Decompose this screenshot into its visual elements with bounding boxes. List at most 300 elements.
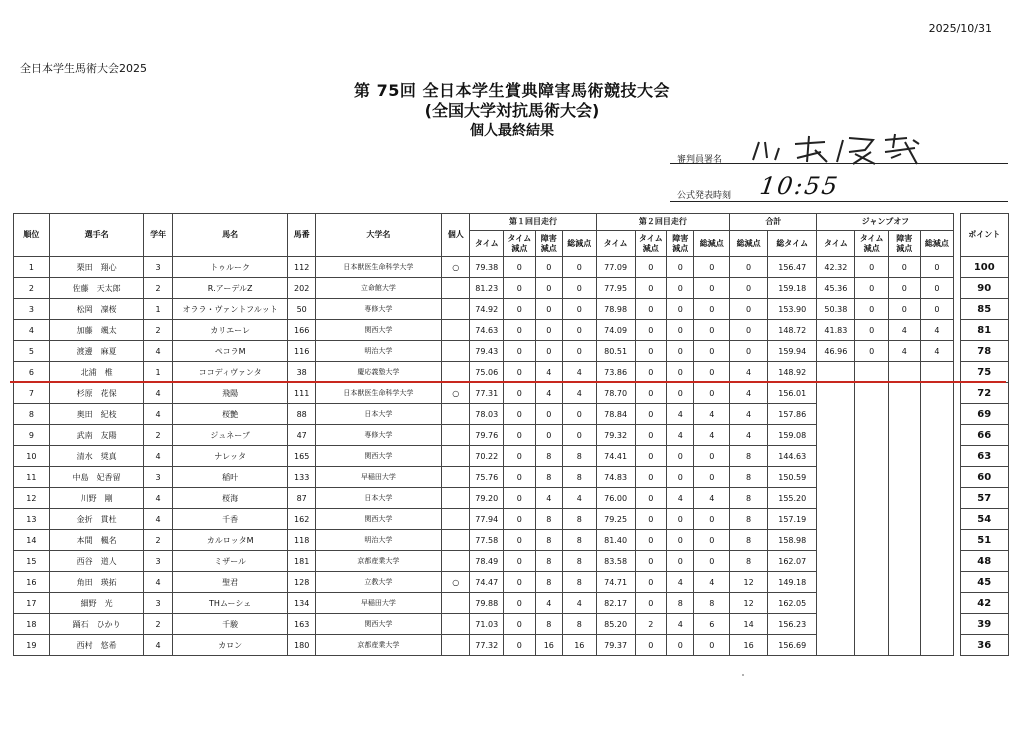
r2-total-penalty-cell: 0	[694, 320, 730, 341]
r1-total-penalty-cell: 0	[562, 341, 596, 362]
total-time-cell: 159.08	[768, 425, 817, 446]
grade-cell: 4	[144, 635, 172, 656]
r1-obstacle-penalty-cell: 4	[535, 383, 562, 404]
jo-time-cell	[817, 362, 855, 383]
r1-time-cell: 74.92	[470, 299, 504, 320]
jo-obstacle-penalty-cell: 0	[888, 278, 920, 299]
rank-cell: 11	[14, 467, 50, 488]
points-cell: 51	[960, 530, 1009, 551]
r1-time-header: タイム	[470, 231, 504, 257]
r1-obstacle-penalty-cell: 8	[535, 614, 562, 635]
table-row	[14, 425, 1009, 446]
col-points: ポイント	[960, 214, 1009, 257]
total-penalty-cell: 8	[730, 446, 768, 467]
r2-obstacle-penalty-cell: 4	[667, 404, 694, 425]
individual-cell	[442, 593, 470, 614]
jo-obstacle-penalty-cell	[888, 467, 920, 488]
horse-cell: 稲叶	[172, 467, 288, 488]
total-penalty-cell: 4	[730, 425, 768, 446]
table-row	[14, 488, 1009, 509]
r2-time-cell: 77.09	[596, 257, 635, 278]
points-cell: 90	[960, 278, 1009, 299]
r1-time-cell: 79.76	[470, 425, 504, 446]
grade-cell: 3	[144, 593, 172, 614]
r1-total-penalty-cell: 0	[562, 257, 596, 278]
scan-speck	[742, 674, 744, 676]
university-cell: 日本獣医生命科学大学	[315, 383, 441, 404]
r2-total-penalty-cell: 0	[694, 278, 730, 299]
r1-time-penalty-cell: 0	[504, 404, 536, 425]
total-penalty-cell: 0	[730, 341, 768, 362]
university-cell: 日本大学	[315, 404, 441, 425]
r1-time-penalty-cell: 0	[504, 572, 536, 593]
table-row	[14, 530, 1009, 551]
rider-cell: 松岡 凜桜	[49, 299, 144, 320]
judge-signature	[745, 130, 925, 166]
rider-cell: 清水 奨真	[49, 446, 144, 467]
r1-time-penalty-cell: 0	[504, 278, 536, 299]
total-time-cell: 148.72	[768, 320, 817, 341]
r2-time-penalty-cell: 2	[635, 614, 667, 635]
r2-time-penalty-cell: 0	[635, 488, 667, 509]
individual-cell	[442, 551, 470, 572]
jo-time-cell	[817, 446, 855, 467]
jo-time-penalty-cell: 0	[855, 299, 889, 320]
r1-time-penalty-header: タイム 減点	[504, 231, 536, 257]
r2-obstacle-penalty-cell: 4	[667, 572, 694, 593]
r1-time-penalty-cell: 0	[504, 257, 536, 278]
col-grade: 学年	[144, 214, 172, 257]
total-penalty-header: 総減点	[730, 231, 768, 257]
jo-obstacle-penalty-cell	[888, 593, 920, 614]
r1-time-cell: 74.63	[470, 320, 504, 341]
col-horse-no: 馬番	[288, 214, 315, 257]
r1-total-penalty-cell: 8	[562, 530, 596, 551]
r1-obstacle-penalty-cell: 8	[535, 446, 562, 467]
grade-cell: 4	[144, 383, 172, 404]
r2-total-penalty-cell: 0	[694, 257, 730, 278]
r1-obstacle-penalty-cell: 8	[535, 530, 562, 551]
total-time-cell: 162.05	[768, 593, 817, 614]
grade-cell: 4	[144, 341, 172, 362]
jo-time-penalty-cell	[855, 614, 889, 635]
individual-cell	[442, 446, 470, 467]
horse-no-cell: 202	[288, 278, 315, 299]
jo-time-cell	[817, 425, 855, 446]
col-total: 合計	[730, 214, 817, 231]
grade-cell: 3	[144, 551, 172, 572]
individual-cell	[442, 530, 470, 551]
horse-cell: 桜海	[172, 488, 288, 509]
points-cell: 66	[960, 425, 1009, 446]
horse-cell: 千香	[172, 509, 288, 530]
r2-time-penalty-cell: 0	[635, 467, 667, 488]
total-penalty-cell: 8	[730, 530, 768, 551]
jo-time-cell: 41.83	[817, 320, 855, 341]
individual-cell	[442, 320, 470, 341]
horse-no-cell: 133	[288, 467, 315, 488]
r2-time-penalty-cell: 0	[635, 320, 667, 341]
jo-obstacle-penalty-cell	[888, 635, 920, 656]
jo-obstacle-penalty-cell: 4	[888, 320, 920, 341]
r1-time-cell: 77.32	[470, 635, 504, 656]
horse-no-cell: 118	[288, 530, 315, 551]
rider-cell: 本間 楓名	[49, 530, 144, 551]
points-cell: 45	[960, 572, 1009, 593]
rider-cell: 武南 友陽	[49, 425, 144, 446]
r1-obstacle-penalty-cell: 4	[535, 593, 562, 614]
r2-obstacle-penalty-cell: 0	[667, 299, 694, 320]
r1-obstacle-penalty-cell: 0	[535, 299, 562, 320]
jo-total-penalty-cell	[920, 488, 954, 509]
individual-cell	[442, 467, 470, 488]
r2-time-penalty-cell: 0	[635, 425, 667, 446]
university-cell: 専修大学	[315, 425, 441, 446]
r1-obstacle-penalty-cell: 0	[535, 278, 562, 299]
jo-time-cell	[817, 383, 855, 404]
r2-time-cell: 79.25	[596, 509, 635, 530]
horse-cell: THムーシェ	[172, 593, 288, 614]
r2-total-penalty-cell: 0	[694, 635, 730, 656]
total-penalty-cell: 14	[730, 614, 768, 635]
r2-time-cell: 77.95	[596, 278, 635, 299]
total-time-cell: 156.47	[768, 257, 817, 278]
table-row	[14, 446, 1009, 467]
individual-cell: ○	[442, 572, 470, 593]
jo-total-penalty-cell	[920, 635, 954, 656]
r2-total-penalty-cell: 0	[694, 509, 730, 530]
col-horse: 馬名	[172, 214, 288, 257]
jo-total-penalty-header: 総減点	[920, 231, 954, 257]
jo-obstacle-penalty-header: 障害 減点	[888, 231, 920, 257]
horse-cell: ミザール	[172, 551, 288, 572]
r2-obstacle-penalty-cell: 0	[667, 362, 694, 383]
r2-total-penalty-cell: 6	[694, 614, 730, 635]
announcement-time-label: 公式発表時刻	[677, 191, 732, 201]
r2-obstacle-penalty-cell: 0	[667, 446, 694, 467]
individual-cell	[442, 509, 470, 530]
jo-time-penalty-cell	[855, 593, 889, 614]
col-jumpoff: ジャンプオフ	[817, 214, 954, 231]
r2-obstacle-penalty-cell: 0	[667, 278, 694, 299]
points-cell: 57	[960, 488, 1009, 509]
r1-obstacle-penalty-cell: 8	[535, 572, 562, 593]
announcement-time-line	[670, 201, 1008, 202]
individual-cell	[442, 488, 470, 509]
rank-cell: 12	[14, 488, 50, 509]
r1-total-penalty-cell: 4	[562, 362, 596, 383]
jo-obstacle-penalty-cell	[888, 551, 920, 572]
points-cell: 72	[960, 383, 1009, 404]
horse-no-cell: 128	[288, 572, 315, 593]
total-time-cell: 155.20	[768, 488, 817, 509]
jo-total-penalty-cell	[920, 572, 954, 593]
r2-total-penalty-cell: 0	[694, 299, 730, 320]
r1-time-cell: 79.20	[470, 488, 504, 509]
rider-cell: 踊石 ひかり	[49, 614, 144, 635]
total-time-cell: 150.59	[768, 467, 817, 488]
points-cell: 63	[960, 446, 1009, 467]
r1-total-penalty-header: 総減点	[562, 231, 596, 257]
document-subtitle: (全国大学対抗馬術大会)	[424, 101, 600, 120]
jo-obstacle-penalty-cell: 0	[888, 299, 920, 320]
document-title: 第 75回 全日本学生賞典障害馬術競技大会	[354, 81, 670, 100]
grade-cell: 4	[144, 509, 172, 530]
organization-name: 全日本学生馬術大会2025	[20, 62, 147, 75]
r1-total-penalty-cell: 8	[562, 467, 596, 488]
points-cell: 78	[960, 341, 1009, 362]
r2-time-cell: 83.58	[596, 551, 635, 572]
university-cell: 関西大学	[315, 320, 441, 341]
university-cell: 日本大学	[315, 488, 441, 509]
university-cell: 京都産業大学	[315, 551, 441, 572]
r2-obstacle-penalty-cell: 4	[667, 425, 694, 446]
jo-total-penalty-cell	[920, 446, 954, 467]
jo-time-penalty-cell	[855, 509, 889, 530]
jo-time-cell	[817, 593, 855, 614]
r1-time-cell: 79.43	[470, 341, 504, 362]
rider-cell: 杉原 花保	[49, 383, 144, 404]
horse-no-cell: 111	[288, 383, 315, 404]
rank-cell: 15	[14, 551, 50, 572]
points-cell: 85	[960, 299, 1009, 320]
jo-time-penalty-cell: 0	[855, 257, 889, 278]
r1-time-penalty-cell: 0	[504, 530, 536, 551]
horse-no-cell: 112	[288, 257, 315, 278]
r1-time-cell: 75.06	[470, 362, 504, 383]
rider-cell: 角田 瑛拓	[49, 572, 144, 593]
jo-time-cell	[817, 614, 855, 635]
total-time-cell: 156.01	[768, 383, 817, 404]
grade-cell: 4	[144, 488, 172, 509]
points-cell: 42	[960, 593, 1009, 614]
r1-total-penalty-cell: 0	[562, 320, 596, 341]
r2-obstacle-penalty-cell: 0	[667, 635, 694, 656]
table-row	[14, 635, 1009, 656]
jo-time-penalty-header: タイム 減点	[855, 231, 889, 257]
r1-time-cell: 77.94	[470, 509, 504, 530]
university-cell: 明治大学	[315, 530, 441, 551]
total-penalty-cell: 0	[730, 278, 768, 299]
horse-cell: ココディヴァンタ	[172, 362, 288, 383]
rider-cell: 北浦 椎	[49, 362, 144, 383]
individual-cell	[442, 614, 470, 635]
jo-time-cell	[817, 509, 855, 530]
r1-total-penalty-cell: 4	[562, 488, 596, 509]
total-time-cell: 159.94	[768, 341, 817, 362]
university-cell: 明治大学	[315, 341, 441, 362]
r2-obstacle-penalty-cell: 4	[667, 488, 694, 509]
jo-total-penalty-cell: 0	[920, 278, 954, 299]
r2-time-penalty-cell: 0	[635, 278, 667, 299]
individual-cell	[442, 635, 470, 656]
judge-signature-label: 審判員署名	[677, 155, 723, 165]
r2-time-cell: 73.86	[596, 362, 635, 383]
total-time-cell: 157.86	[768, 404, 817, 425]
r1-obstacle-penalty-cell: 0	[535, 341, 562, 362]
r2-obstacle-penalty-cell: 8	[667, 593, 694, 614]
table-row	[14, 362, 1009, 383]
col-university: 大学名	[315, 214, 441, 257]
total-time-cell: 149.18	[768, 572, 817, 593]
total-penalty-cell: 16	[730, 635, 768, 656]
horse-cell: ジュネーブ	[172, 425, 288, 446]
table-row	[14, 341, 1009, 362]
r2-time-penalty-cell: 0	[635, 341, 667, 362]
table-row	[14, 509, 1009, 530]
r1-obstacle-penalty-cell: 0	[535, 404, 562, 425]
table-row	[14, 404, 1009, 425]
points-cell: 60	[960, 467, 1009, 488]
grade-cell: 4	[144, 446, 172, 467]
jo-time-cell	[817, 467, 855, 488]
r2-time-cell: 78.70	[596, 383, 635, 404]
r1-time-penalty-cell: 0	[504, 425, 536, 446]
r1-time-cell: 70.22	[470, 446, 504, 467]
university-cell: 関西大学	[315, 509, 441, 530]
r2-total-penalty-cell: 0	[694, 341, 730, 362]
r1-obstacle-penalty-cell: 0	[535, 425, 562, 446]
announcement-time-value: 10:55	[758, 172, 842, 200]
total-penalty-cell: 8	[730, 488, 768, 509]
grade-cell: 2	[144, 530, 172, 551]
horse-no-cell: 165	[288, 446, 315, 467]
horse-no-cell: 166	[288, 320, 315, 341]
table-row	[14, 383, 1009, 404]
col-round2: 第２回目走行	[596, 214, 730, 231]
r1-obstacle-penalty-cell: 4	[535, 488, 562, 509]
r1-total-penalty-cell: 4	[562, 593, 596, 614]
university-cell: 関西大学	[315, 446, 441, 467]
points-cell: 69	[960, 404, 1009, 425]
rank-cell: 14	[14, 530, 50, 551]
r1-time-cell: 81.23	[470, 278, 504, 299]
r2-time-cell: 79.37	[596, 635, 635, 656]
r1-total-penalty-cell: 0	[562, 278, 596, 299]
table-row	[14, 593, 1009, 614]
r1-time-penalty-cell: 0	[504, 320, 536, 341]
r2-time-cell: 74.41	[596, 446, 635, 467]
r2-time-penalty-cell: 0	[635, 551, 667, 572]
total-penalty-cell: 8	[730, 509, 768, 530]
r1-total-penalty-cell: 0	[562, 299, 596, 320]
grade-cell: 3	[144, 467, 172, 488]
r2-total-penalty-cell: 0	[694, 383, 730, 404]
jo-total-penalty-cell: 4	[920, 341, 954, 362]
university-cell: 立教大学	[315, 572, 441, 593]
university-cell: 関西大学	[315, 614, 441, 635]
r1-obstacle-penalty-cell: 16	[535, 635, 562, 656]
r1-obstacle-penalty-cell: 8	[535, 551, 562, 572]
individual-cell: ○	[442, 257, 470, 278]
jumpoff-cut-line	[10, 381, 1006, 383]
r2-time-cell: 74.83	[596, 467, 635, 488]
r1-time-cell: 75.76	[470, 467, 504, 488]
grade-cell: 4	[144, 572, 172, 593]
jo-obstacle-penalty-cell	[888, 572, 920, 593]
horse-cell: ペコラM	[172, 341, 288, 362]
r2-obstacle-penalty-cell: 0	[667, 320, 694, 341]
jo-time-penalty-cell	[855, 551, 889, 572]
rider-cell: 奥田 紀枝	[49, 404, 144, 425]
jo-total-penalty-cell	[920, 614, 954, 635]
rank-cell: 5	[14, 341, 50, 362]
jo-obstacle-penalty-cell	[888, 383, 920, 404]
table-row	[14, 257, 1009, 278]
university-cell: 早稲田大学	[315, 593, 441, 614]
horse-no-cell: 88	[288, 404, 315, 425]
individual-cell	[442, 425, 470, 446]
jo-time-cell	[817, 488, 855, 509]
rank-cell: 10	[14, 446, 50, 467]
r2-obstacle-penalty-cell: 4	[667, 614, 694, 635]
jo-time-penalty-cell	[855, 404, 889, 425]
jo-time-cell	[817, 530, 855, 551]
table-row	[14, 320, 1009, 341]
jo-total-penalty-cell	[920, 383, 954, 404]
r2-obstacle-penalty-header: 障害 減点	[667, 231, 694, 257]
r1-time-penalty-cell: 0	[504, 635, 536, 656]
jo-obstacle-penalty-cell	[888, 362, 920, 383]
r1-time-cell: 77.31	[470, 383, 504, 404]
total-penalty-cell: 8	[730, 551, 768, 572]
rider-cell: 金折 貫杜	[49, 509, 144, 530]
rank-cell: 8	[14, 404, 50, 425]
table-row	[14, 299, 1009, 320]
jo-time-cell: 45.36	[817, 278, 855, 299]
r1-time-cell: 78.03	[470, 404, 504, 425]
jo-obstacle-penalty-cell: 0	[888, 257, 920, 278]
r1-total-penalty-cell: 16	[562, 635, 596, 656]
results-table	[13, 213, 1009, 656]
r2-total-penalty-cell: 0	[694, 530, 730, 551]
rider-cell: 西谷 道人	[49, 551, 144, 572]
table-row	[14, 614, 1009, 635]
r1-time-penalty-cell: 0	[504, 467, 536, 488]
horse-no-cell: 47	[288, 425, 315, 446]
col-rank: 順位	[14, 214, 50, 257]
total-time-cell: 156.69	[768, 635, 817, 656]
total-time-cell: 159.18	[768, 278, 817, 299]
total-time-header: 総タイム	[768, 231, 817, 257]
individual-cell	[442, 299, 470, 320]
r2-time-cell: 82.17	[596, 593, 635, 614]
jo-total-penalty-cell: 4	[920, 320, 954, 341]
jo-time-penalty-cell	[855, 488, 889, 509]
rider-cell: 西村 悠希	[49, 635, 144, 656]
points-cell: 75	[960, 362, 1009, 383]
r2-time-cell: 78.98	[596, 299, 635, 320]
col-rider: 選手名	[49, 214, 144, 257]
r2-total-penalty-cell: 4	[694, 404, 730, 425]
r2-total-penalty-cell: 0	[694, 467, 730, 488]
r1-time-penalty-cell: 0	[504, 341, 536, 362]
judge-signature-line	[670, 163, 1008, 164]
horse-no-cell: 181	[288, 551, 315, 572]
university-cell: 早稲田大学	[315, 467, 441, 488]
jo-time-penalty-cell	[855, 425, 889, 446]
rider-cell: 川野 剛	[49, 488, 144, 509]
jo-time-penalty-cell	[855, 635, 889, 656]
r2-total-penalty-cell: 4	[694, 572, 730, 593]
r2-total-penalty-cell: 4	[694, 488, 730, 509]
individual-cell: ○	[442, 383, 470, 404]
jo-total-penalty-cell	[920, 551, 954, 572]
jo-obstacle-penalty-cell	[888, 404, 920, 425]
table-row	[14, 572, 1009, 593]
grade-cell: 3	[144, 257, 172, 278]
individual-cell	[442, 278, 470, 299]
